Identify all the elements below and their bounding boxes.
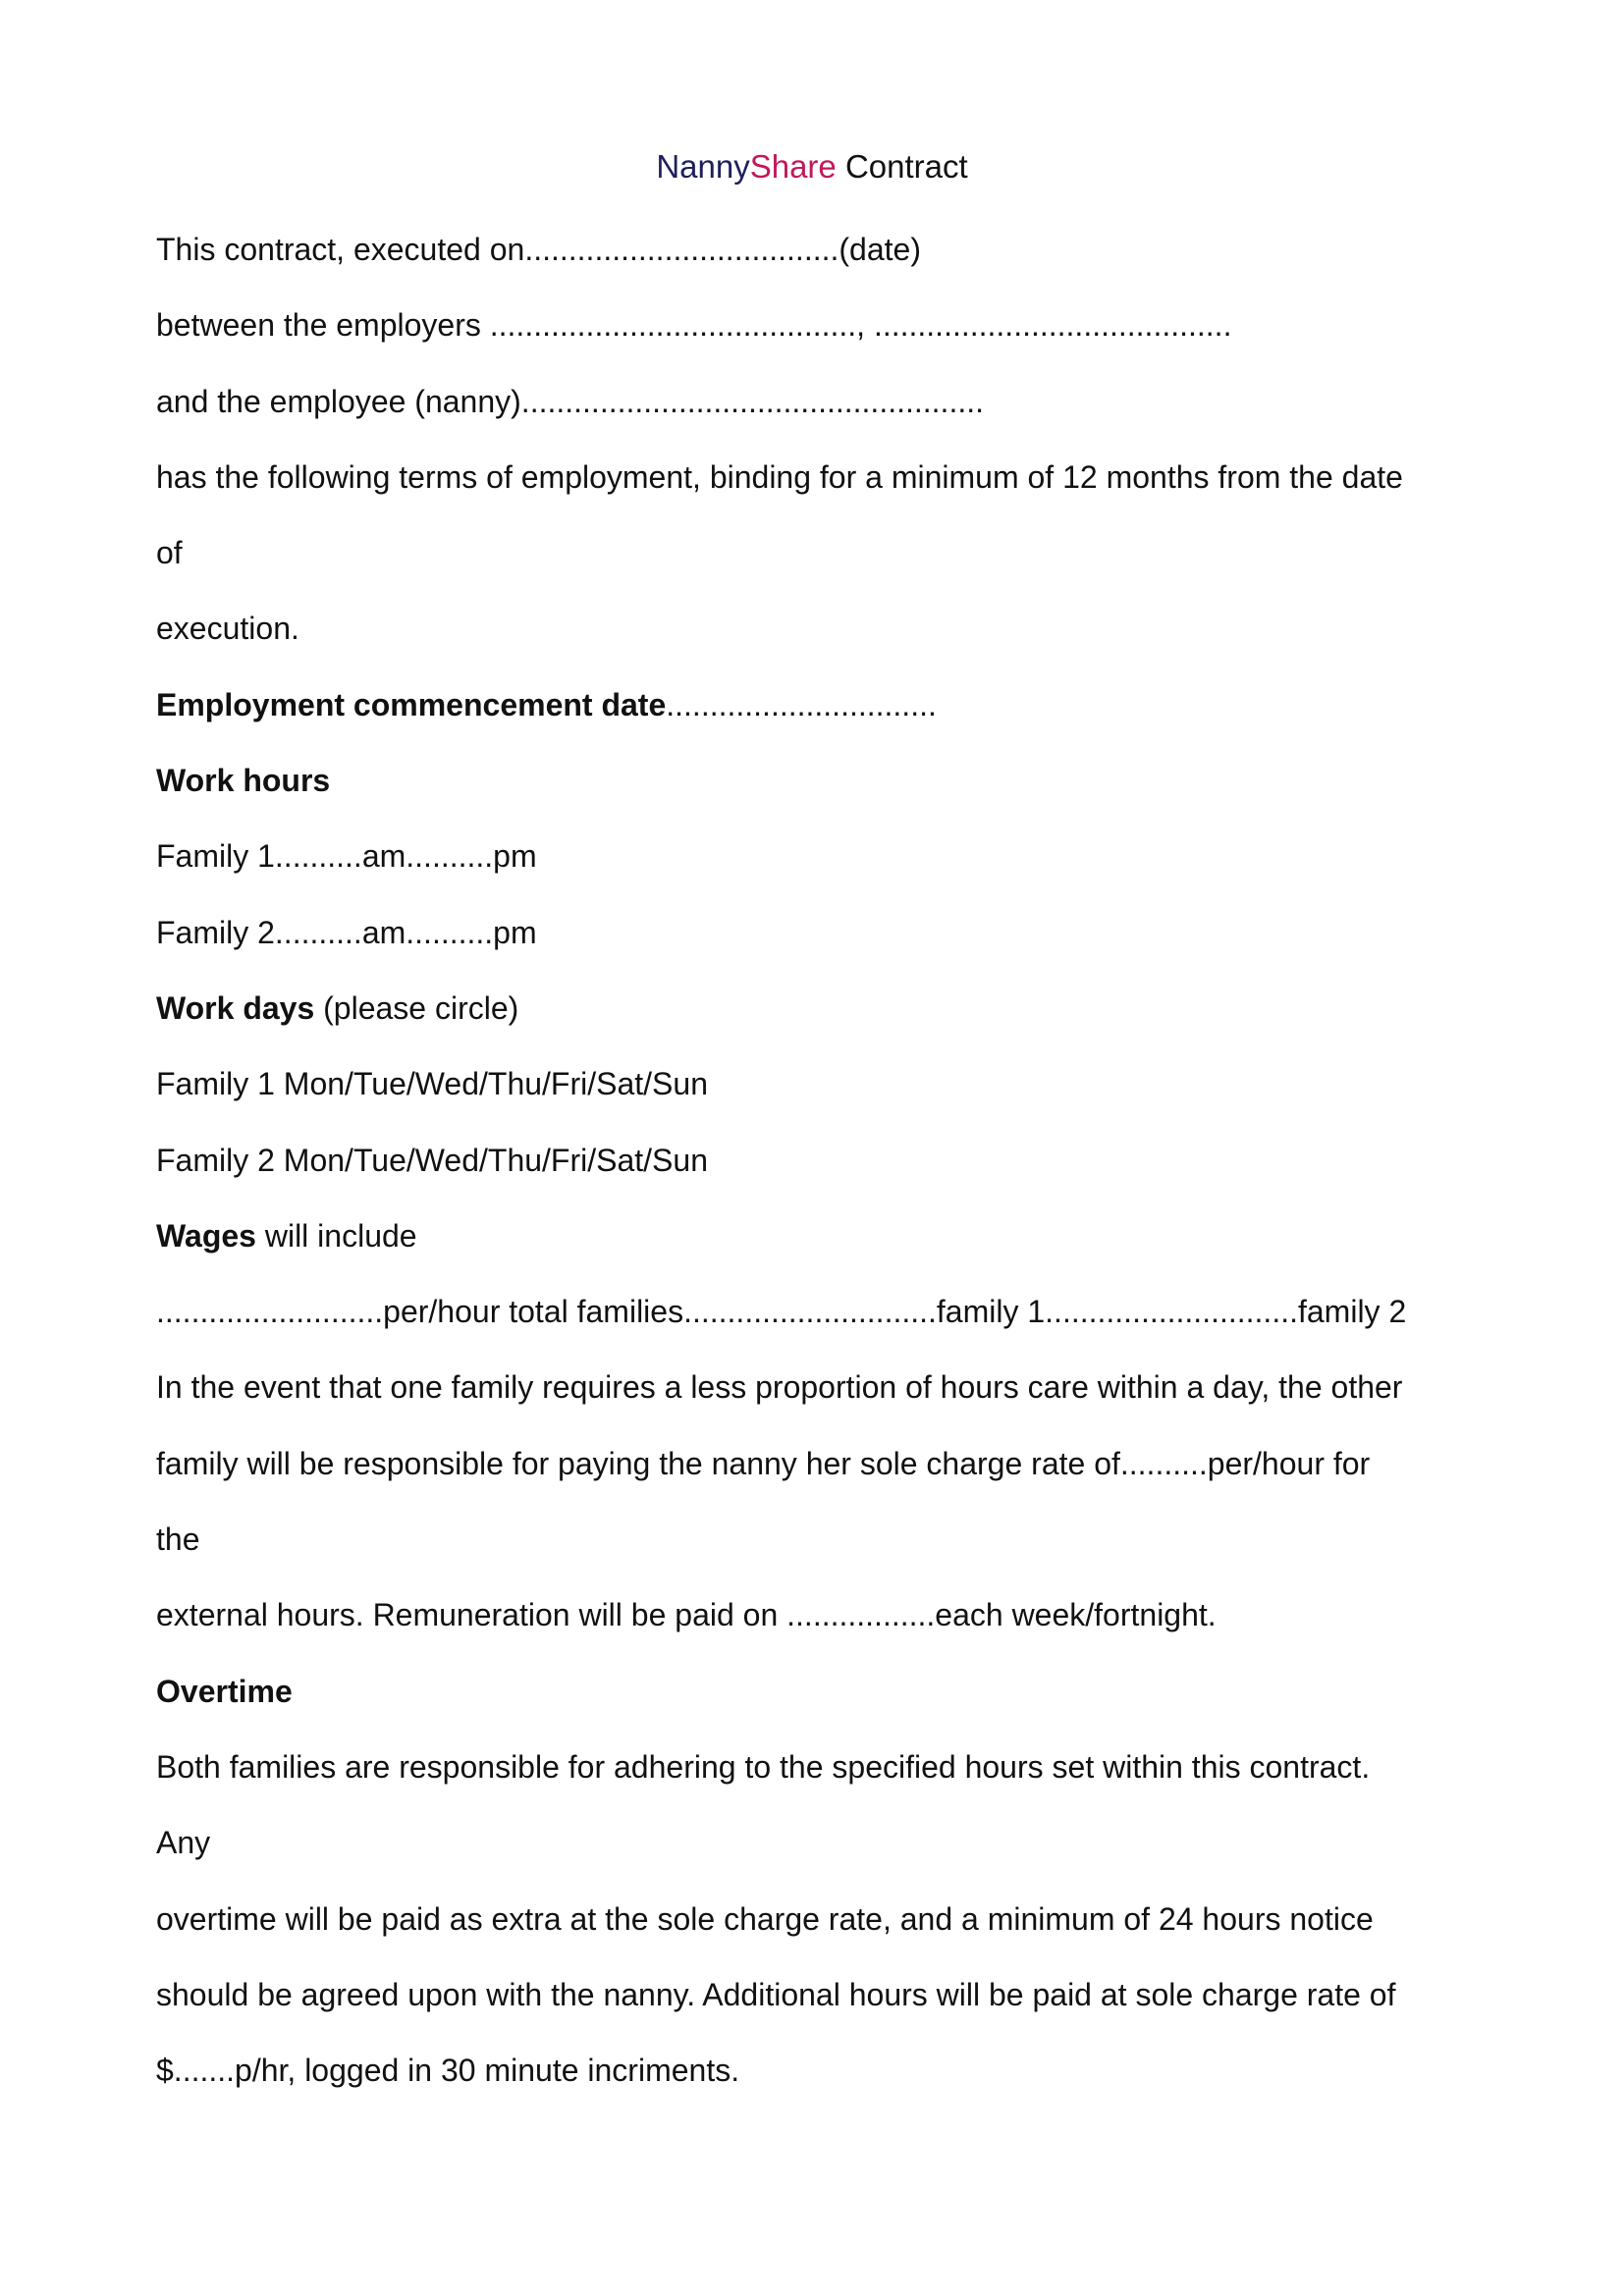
work-days-heading-line [156,986,1472,1061]
proportion-paragraph-2: family will be responsible for paying the nanny her sole charge rate of..........per/hour for [156,1445,1371,1481]
proportion-paragraph-3: the [156,1522,200,1558]
employee-line: and the employee (nanny)..................................................... [156,383,984,419]
contract-body [156,227,1472,2123]
overtime-paragraph-2: Any [156,1825,211,1861]
overtime-heading: Overtime [156,1673,293,1709]
overtime-paragraph-5: $.......p/hr, logged in 30 minute incriments. [156,2053,740,2089]
work-hours-heading-line [156,758,1472,833]
overtime-paragraph-4: should be agreed upon with the nanny. Additional hours will be paid at sole charge rate of [156,1976,1396,2012]
document-title [0,147,1624,187]
wages-heading-line [156,1213,1472,1289]
remuneration-line: external hours. Remuneration will be paid on .................each week/fortnight. [156,1597,1217,1633]
work-days-heading: Work days [156,989,315,1026]
title-nanny: Nanny [656,148,750,185]
family-2-hours: Family 2..........am..........pm [156,914,537,950]
title-share: Share [749,148,837,185]
family-1-hours: Family 1..........am..........pm [156,838,537,875]
overtime-heading-line [156,1669,1472,1744]
terms-line-cont-2: execution. [156,611,299,647]
work-hours-heading: Work hours [156,763,331,799]
wages-heading: Wages [156,1217,256,1254]
overtime-paragraph-3: overtime will be paid as extra at the sole charge rate, and a minimum of 24 hours notice [156,1900,1374,1937]
execution-date-line: This contract, executed on....................................(date) [156,232,921,267]
wages-intro: will include [255,1217,417,1254]
work-days-note: (please circle) [314,989,519,1026]
title-contract: Contract [836,148,968,185]
terms-line: has the following terms of employment, binding for a minimum of 12 months from the date [156,458,1403,495]
commencement-date-blank: ............................... [666,686,937,722]
proportion-paragraph-1: In the event that one family requires a less proportion of hours care within a day, the other [156,1369,1403,1406]
family-2-days: Family 2 Mon/Tue/Wed/Thu/Fri/Sat/Sun [156,1142,708,1178]
employers-line: between the employers .........................................., ......................................... [156,307,1232,344]
commencement-date-line [156,682,1472,758]
overtime-paragraph-1: Both families are responsible for adhering to the specified hours set within this contract. [156,1748,1371,1785]
terms-line-cont-1: of [156,535,183,571]
family-1-days: Family 1 Mon/Tue/Wed/Thu/Fri/Sat/Sun [156,1066,708,1102]
wages-rate-line: ..........................per/hour total families.............................family 1.............................family 2 [156,1294,1407,1330]
commencement-date-heading: Employment commencement date [156,686,667,722]
